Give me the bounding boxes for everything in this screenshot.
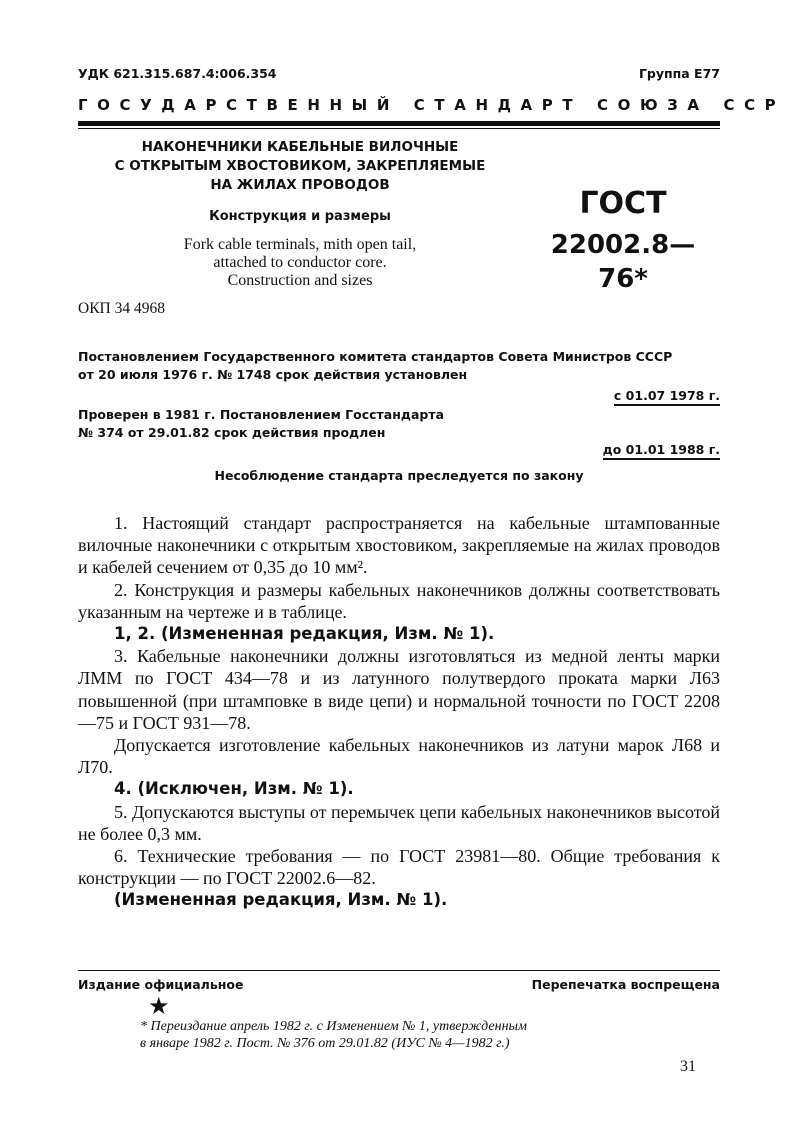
banner-rule-thick bbox=[78, 121, 720, 126]
okp-code: ОКП 34 4968 bbox=[78, 300, 165, 317]
banner-rule-thin bbox=[78, 128, 720, 129]
amendment-note-6: (Измененная редакция, Изм. № 1). bbox=[114, 890, 448, 910]
effective-date: с 01.07 1978 г. bbox=[614, 388, 720, 406]
reprint-note-line-1: * Переиздание апрель 1982 г. с Изменением № 1, утвержденным bbox=[140, 1019, 527, 1034]
reprint-note bbox=[140, 1018, 720, 1052]
decree-line-1: Постановлением Государственного комитета стандартов Совета Министров СССР bbox=[78, 349, 673, 364]
title-ru-line-2: С ОТКРЫТЫМ ХВОСТОВИКОМ, ЗАКРЕПЛЯЕМЫЕ bbox=[114, 158, 486, 174]
extended-date: до 01.01 1988 г. bbox=[603, 442, 720, 460]
title-en-line-2: attached to conductor core. bbox=[213, 254, 387, 271]
title-block bbox=[90, 138, 510, 290]
gost-number: 22002.8—76* bbox=[550, 230, 696, 294]
decree-line-2: от 20 июля 1976 г. № 1748 срок действия установлен bbox=[78, 367, 468, 382]
paragraph-3: 3. Кабельные наконечники должны изготовляться из медной ленты марки ЛММ по ГОСТ 434—78 и из латунного полутвердого проката марки Л63 повышенной (при штамповке в виде цепи) и нормальной точности по ГОСТ 2208—75 и ГОСТ 931—78. bbox=[78, 646, 720, 733]
check-line-1: Проверен в 1981 г. Постановлением Госстандарта bbox=[78, 407, 445, 422]
title-en-line-3: Construction and sizes bbox=[227, 272, 373, 289]
title-ru bbox=[90, 138, 510, 195]
paragraph-2: 2. Конструкция и размеры кабельных наконечников должны соответствовать указанным на чертеже и в таблице. bbox=[78, 579, 720, 622]
paragraph-1: 1. Настоящий стандарт распространяется на кабельные штампованные вилочные наконечники с открытым хвостовиком, закрепляемые на жилах проводов и кабелей сечением от 0,35 до 10 мм². bbox=[78, 513, 720, 578]
subtitle-ru: Конструкция и размеры bbox=[209, 209, 391, 224]
udk-code: УДК 621.315.687.4:006.354 bbox=[78, 66, 277, 81]
official-edition: Издание официальное bbox=[78, 977, 244, 992]
reprint-note-line-2: в январе 1982 г. Пост. № 376 от 29.01.82 (ИУС № 4—1982 г.) bbox=[140, 1036, 510, 1051]
footer-rule bbox=[78, 970, 720, 971]
legal-notice: Несоблюдение стандарта преследуется по закону bbox=[214, 468, 584, 483]
amendment-note-1: 1, 2. (Измененная редакция, Изм. № 1). bbox=[114, 624, 495, 644]
reprint-prohibited: Перепечатка воспрещена bbox=[531, 977, 720, 992]
body-text bbox=[78, 512, 720, 912]
star-icon: ★ bbox=[148, 994, 170, 1020]
check-block bbox=[78, 406, 720, 442]
title-en-line-1: Fork cable terminals, mith open tail, bbox=[183, 236, 417, 253]
header-line bbox=[78, 66, 720, 81]
check-line-2: № 374 от 29.01.82 срок действия продлен bbox=[78, 425, 386, 440]
gost-block bbox=[528, 186, 718, 296]
title-en bbox=[90, 236, 510, 290]
page-number: 31 bbox=[680, 1058, 696, 1075]
paragraph-5: 5. Допускаются выступы от перемычек цепи кабельных наконечников высотой не более 0,3 мм. bbox=[78, 801, 720, 844]
amendment-note-4: 4. (Исключен, Изм. № 1). bbox=[114, 779, 354, 799]
standard-banner: ГОСУДАРСТВЕННЫЙ СТАНДАРТ СОЮЗА ССР bbox=[78, 96, 786, 114]
footer-line bbox=[78, 977, 720, 992]
paragraph-6: 6. Технические требования — по ГОСТ 23981—80. Общие требования к конструкции — по ГОСТ 22002.6—82. bbox=[78, 846, 720, 889]
group-code: Группа Е77 bbox=[638, 66, 720, 81]
gost-label: ГОСТ bbox=[579, 186, 667, 221]
decree-block bbox=[78, 348, 720, 384]
title-ru-line-3: НА ЖИЛАХ ПРОВОДОВ bbox=[210, 177, 390, 193]
title-ru-line-1: НАКОНЕЧНИКИ КАБЕЛЬНЫЕ ВИЛОЧНЫЕ bbox=[141, 139, 459, 155]
paragraph-3-note: Допускается изготовление кабельных наконечников из латуни марок Л68 и Л70. bbox=[78, 735, 720, 778]
